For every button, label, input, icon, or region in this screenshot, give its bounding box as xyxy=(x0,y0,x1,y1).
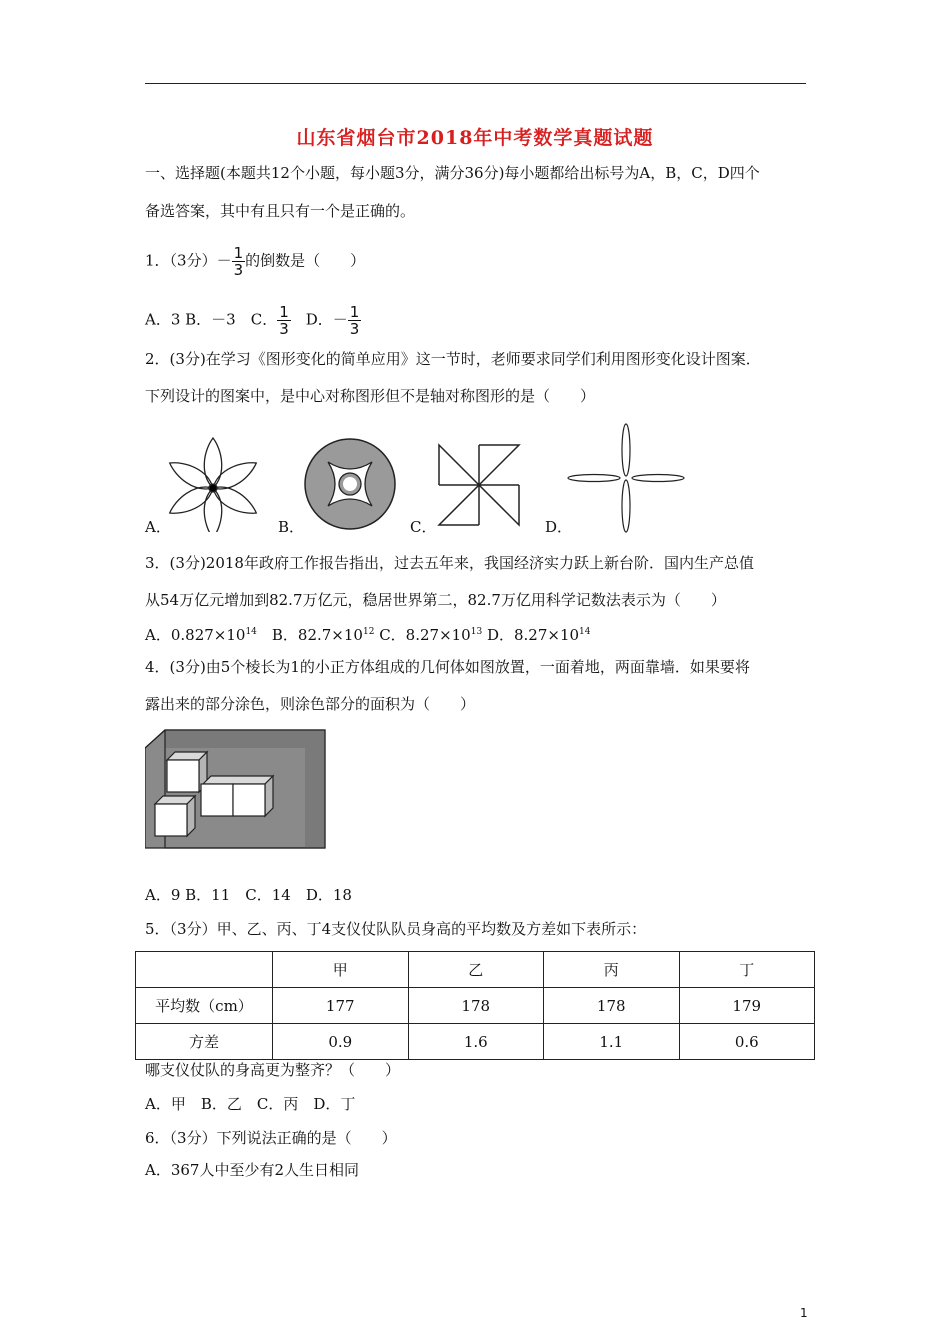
cubes-against-walls-figure xyxy=(145,728,327,850)
flower-figure xyxy=(168,420,260,532)
table-cell: 0.9 xyxy=(273,1024,409,1060)
section-instructions-line2: 备选答案，其中有且只有一个是正确的。 xyxy=(145,202,416,220)
question-2-line1: 2．(3分)在学习《图形变化的简单应用》这一节时，老师要求同学们利用图形变化设计图案． xyxy=(145,350,761,368)
q1-options xyxy=(145,304,361,337)
page-number: 1 xyxy=(800,1306,808,1320)
q6-option-a: A．367人中至少有2人生日相同 xyxy=(145,1161,360,1179)
question-6-line1: 6．（3分）下列说法正确的是（ ） xyxy=(145,1129,397,1147)
question-3-line2: 从54万亿元增加到82.7万亿元，稳居世界第二，82.7万亿用科学记数法表示为（ ） xyxy=(145,591,726,609)
table-cell: 178 xyxy=(408,988,544,1024)
q3-option-a-exp: 14 xyxy=(245,627,257,637)
table-header-row xyxy=(136,952,815,988)
q3-option-d-exp: 14 xyxy=(579,627,591,637)
q5-question: 哪支仪仗队的身高更为整齐？（ ） xyxy=(145,1061,401,1079)
q1-fraction xyxy=(232,245,246,278)
table-cell: 178 xyxy=(544,988,680,1024)
q2-label-b: B． xyxy=(278,518,305,536)
q1-prefix: 1．（3分）－ xyxy=(145,251,232,270)
table-header-cell: 丁 xyxy=(679,952,815,988)
question-2-line2: 下列设计的图案中，是中心对称图形但不是轴对称图形的是（ ） xyxy=(145,387,596,405)
q3-option-c: C．8.27×10 xyxy=(374,626,471,644)
q4-options: A．9 B．11 C．14 D．18 xyxy=(145,886,352,904)
q1-suffix: 的倒数是（ ） xyxy=(245,251,366,270)
q1-option-d-den: 3 xyxy=(349,320,360,338)
q2-label-a: A． xyxy=(145,518,171,536)
table-cell: 177 xyxy=(273,988,409,1024)
question-3-line1: 3．(3分)2018年政府工作报告指出，过去五年来，我国经济实力跃上新台阶．国内生产总值 xyxy=(145,554,754,572)
pinwheel-figure xyxy=(436,440,522,530)
table-header-cell: 乙 xyxy=(408,952,544,988)
table-cell: 0.6 xyxy=(679,1024,815,1060)
table-row xyxy=(136,1024,815,1060)
q1-fraction-num: 1 xyxy=(233,244,244,262)
page-title: 山东省烟台市2018年中考数学真题试题 xyxy=(296,127,654,149)
q1-option-d-num: 1 xyxy=(349,303,360,321)
q3-option-a: A．0.827×10 xyxy=(145,626,246,644)
coin-figure xyxy=(302,436,398,532)
table-cell: 方差 xyxy=(136,1024,273,1060)
ellipses-cross-figure xyxy=(566,422,686,534)
table-cell: 179 xyxy=(679,988,815,1024)
q2-label-d: D． xyxy=(545,518,573,536)
q1-option-c-fraction xyxy=(277,304,291,337)
q1-option-d-prefix: D．－ xyxy=(290,310,348,329)
header-rule xyxy=(145,83,806,84)
table-row xyxy=(136,988,815,1024)
q1-fraction-den: 3 xyxy=(233,261,244,279)
table-cell: 1.6 xyxy=(408,1024,544,1060)
q2-label-c: C． xyxy=(410,518,437,536)
q3-options xyxy=(145,622,591,645)
q5-options: A．甲 B．乙 C．丙 D．丁 xyxy=(145,1095,356,1113)
q3-option-b-exp: 12 xyxy=(362,627,375,637)
q1-option-d-fraction xyxy=(348,304,362,337)
question-4-line2: 露出来的部分涂色，则涂色部分的面积为（ ） xyxy=(145,695,476,713)
table-cell: 1.1 xyxy=(544,1024,680,1060)
q1-option-c-den: 3 xyxy=(279,320,289,338)
q3-option-c-exp: 13 xyxy=(470,627,483,637)
table-header-cell xyxy=(136,952,273,988)
q1-options-ab: A．3 B．－3 C． xyxy=(145,310,278,329)
q3-option-d: D．8.27×10 xyxy=(482,626,580,644)
question-5-line1: 5．（3分）甲、乙、丙、丁4支仪仗队队员身高的平均数及方差如下表所示： xyxy=(145,920,647,938)
q1-option-c-num: 1 xyxy=(279,303,289,321)
table-cell: 平均数（cm） xyxy=(136,988,273,1024)
stats-table xyxy=(135,951,815,1060)
q3-option-b: B．82.7×10 xyxy=(256,626,363,644)
question-1 xyxy=(145,245,365,278)
section-instructions-line1: 一、选择题(本题共12个小题，每小题3分，满分36分)每小题都给出标号为A，B，C，D四个 xyxy=(145,164,760,182)
question-4-line1: 4．(3分)由5个棱长为1的小正方体组成的几何体如图放置，一面着地，两面靠墙．如果要将 xyxy=(145,658,750,676)
table-header-cell: 丙 xyxy=(544,952,680,988)
table-header-cell: 甲 xyxy=(273,952,409,988)
